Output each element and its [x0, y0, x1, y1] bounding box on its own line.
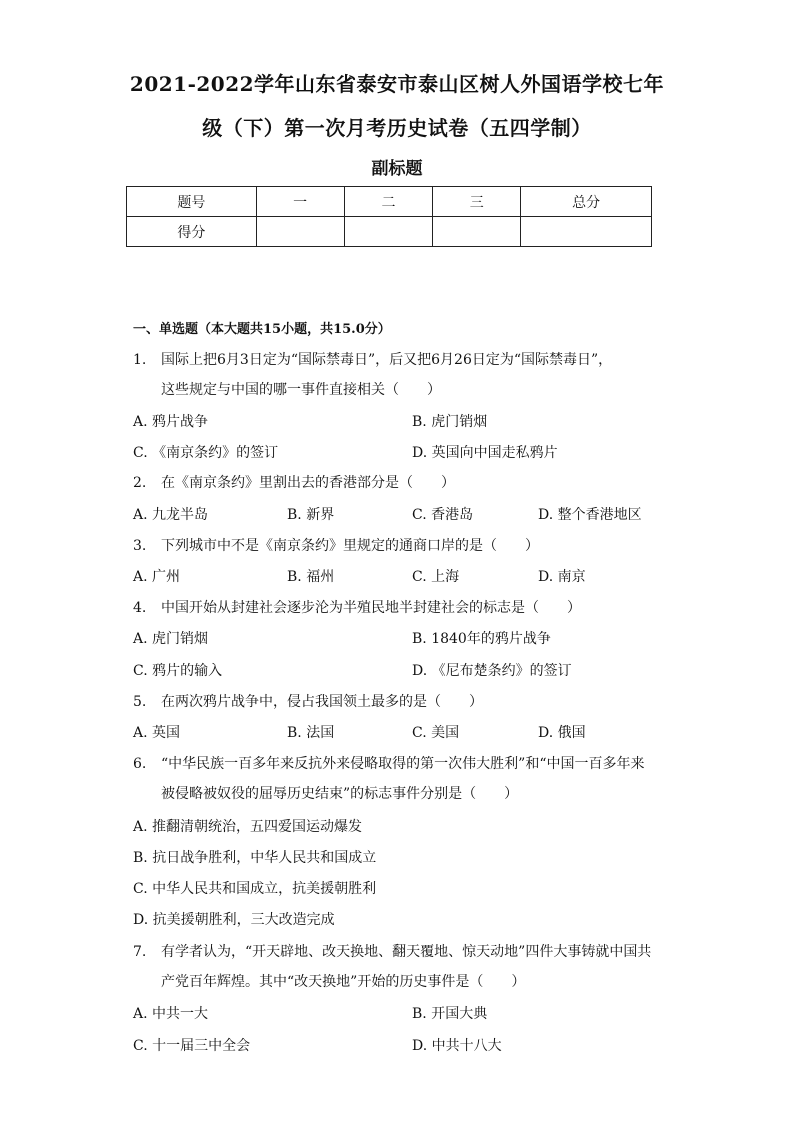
score-table-header-cell: 题号 — [127, 187, 257, 217]
option-d: D. 中共十八大 — [412, 1038, 502, 1054]
score-table-score-row — [127, 217, 652, 247]
question-text: 下列城市中不是《南京条约》里规定的通商口岸的是（ ） — [161, 538, 539, 554]
question-number: 1. — [133, 352, 147, 368]
option-b: B. 新界 — [287, 507, 335, 523]
question-text: 被侵略被奴役的屈辱历史结束”的标志事件分别是（ ） — [161, 786, 519, 802]
option-a: A. 中共一大 — [133, 1006, 209, 1022]
question-2 — [133, 468, 673, 498]
score-cell — [344, 217, 433, 247]
option-a: A. 广州 — [133, 569, 181, 585]
question-7 — [133, 937, 673, 997]
option-a: A. 英国 — [133, 725, 181, 741]
score-table-header-cell: 一 — [256, 187, 344, 217]
question-5 — [133, 687, 673, 717]
option-a: A. 推翻清朝统治，五四爱国运动爆发 — [133, 819, 363, 835]
option-b: B. 1840年的鸦片战争 — [412, 631, 551, 647]
option-c: C. 十一届三中全会 — [133, 1038, 251, 1054]
question-3 — [133, 531, 673, 561]
section-title: 一、单选题（本大题共15小题，共15.0分） — [133, 322, 391, 337]
option-b: B. 开国大典 — [412, 1006, 488, 1022]
question-4 — [133, 593, 673, 623]
question-number: 5. — [133, 694, 147, 710]
score-row-label: 得分 — [127, 217, 257, 247]
question-text: 产党百年辉煌。其中“改天换地”开始的历史事件是（ ） — [161, 974, 526, 990]
question-number: 4. — [133, 600, 147, 616]
option-b: B. 虎门销烟 — [412, 414, 488, 430]
option-d: D. 抗美援朝胜利，三大改造完成 — [133, 912, 335, 928]
question-text: 中国开始从封建社会逐步沦为半殖民地半封建社会的标志是（ ） — [161, 600, 581, 616]
question-number: 3. — [133, 538, 147, 554]
exam-title-line-1: 2021-2022学年山东省泰安市泰山区树人外国语学校七年 — [129, 72, 665, 96]
score-table-header-cell: 总分 — [521, 187, 652, 217]
question-text: “中华民族一百多年来反抗外来侵略取得的第一次伟大胜利”和“中国一百多年来 — [161, 756, 645, 772]
question-number: 6. — [133, 756, 147, 772]
score-table-header-row — [127, 187, 652, 217]
question-text: 这些规定与中国的哪一事件直接相关（ ） — [161, 382, 441, 398]
option-a: A. 虎门销烟 — [133, 631, 209, 647]
option-d: D. 《尼布楚条约》的签订 — [412, 663, 572, 679]
question-text: 国际上把6月3日定为“国际禁毒日”，后又把6月26日定为“国际禁毒日”， — [161, 352, 613, 368]
exam-title-line-2: 级（下）第一次月考历史试卷（五四学制） — [202, 116, 592, 140]
option-a: A. 鸦片战争 — [133, 414, 209, 430]
option-c: C. 中华人民共和国成立，抗美援朝胜利 — [133, 881, 377, 897]
option-b: B. 抗日战争胜利，中华人民共和国成立 — [133, 850, 377, 866]
option-d: D. 英国向中国走私鸦片 — [412, 445, 558, 461]
subtitle: 副标题 — [371, 159, 423, 179]
question-text: 有学者认为，“开天辟地、改天换地、翻天覆地、惊天动地”四件大事铸就中国共 — [161, 944, 652, 960]
option-c: C. 《南京条约》的签订 — [133, 445, 279, 461]
option-d: D. 南京 — [538, 569, 586, 585]
question-number: 7. — [133, 944, 147, 960]
option-c: C. 上海 — [412, 569, 460, 585]
option-d: D. 整个香港地区 — [538, 507, 642, 523]
score-cell — [256, 217, 344, 247]
score-table — [126, 186, 652, 247]
score-table-header-cell: 三 — [433, 187, 521, 217]
option-b: B. 福州 — [287, 569, 335, 585]
score-cell — [433, 217, 521, 247]
option-b: B. 法国 — [287, 725, 335, 741]
score-cell — [521, 217, 652, 247]
option-c: C. 香港岛 — [412, 507, 474, 523]
option-c: C. 美国 — [412, 725, 460, 741]
question-text: 在《南京条约》里割出去的香港部分是（ ） — [161, 475, 455, 491]
question-text: 在两次鸦片战争中，侵占我国领土最多的是（ ） — [161, 694, 483, 710]
option-a: A. 九龙半岛 — [133, 507, 209, 523]
score-table-header-cell: 二 — [344, 187, 433, 217]
question-6 — [133, 749, 673, 809]
option-c: C. 鸦片的输入 — [133, 663, 223, 679]
option-d: D. 俄国 — [538, 725, 586, 741]
question-number: 2. — [133, 475, 147, 491]
question-1 — [133, 345, 673, 405]
